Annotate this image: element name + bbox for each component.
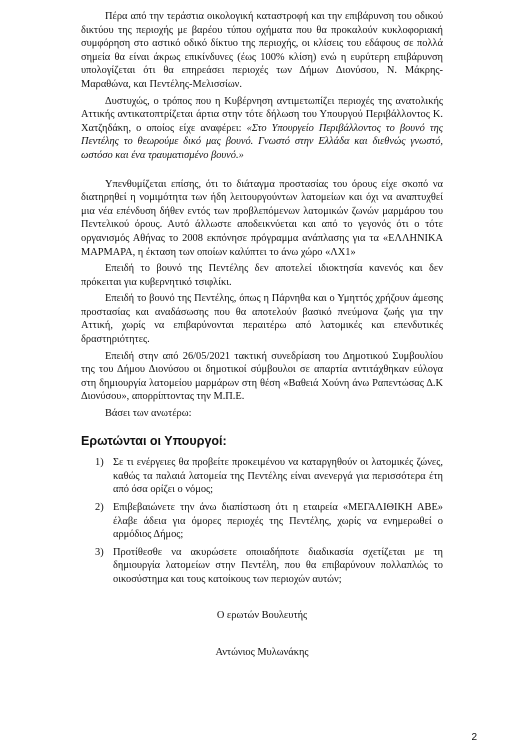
question-item [81, 546, 443, 587]
question-number: 3) [95, 546, 104, 558]
question-item [81, 456, 443, 497]
closing-line: Βάσει των ανωτέρω: [105, 408, 192, 420]
document-body [81, 10, 443, 660]
questions-heading: Ερωτώνται οι Υπουργοί: [81, 433, 227, 448]
paragraph-not-property: Επειδή το βουνό της Πεντέλης δεν αποτελεί ιδιοκτησία κανενός και δεν πρόκειται για κυβερνητικό τσιφλίκι. [81, 263, 443, 288]
paragraph-council-meeting: Επειδή στην από 26/05/2021 τακτική συνεδρίαση του Δημοτικού Συμβουλίου της του Δήμου Διονύσου οι δημοτικοί σύμβουλοι σε απαρτία αντιτάχθηκαν εύλογα στη δημιουργία λατομείου μαρμάρων στη θέση «Βαθειά Χούνη άνω Ραπεντώσας Δ.Κ Διονύσου», απορρίπτοντας την Μ.Π.Ε. [81, 350, 443, 403]
question-text: Σε τι ενέργειες θα προβείτε προκειμένου να καταργηθούν οι λατομικές ζώνες, καθώς τα παλαιά λατομεία της Πεντέλης είναι ανενεργά για περισσότερα έτη από όσα ορίζει ο νόμος; [113, 457, 443, 496]
signature-name: Αντώνιος Μυλωνάκης [215, 647, 309, 659]
paragraph-reforestation: Επειδή το βουνό της Πεντέλης, όπως η Πάρνηθα και ο Υμηττός χρήζουν άμεσης προστασίας και αναδάσωσης που θα αποτελούν βασικό πνεύμονα ζωής για την Αττική, χωρίς να επιβαρύνονται περαιτέρω από λατομικές και επενδυτικές δραστηριότητες. [81, 293, 443, 346]
signature-role: Ο ερωτών Βουλευτής [216, 609, 308, 621]
minister-quote: «Στο Υπουργείο Περιβάλλοντος το βουνό της Πεντέλης το θεωρούμε δικό μας βουνό. Γνωστό στην Ελλάδα και διεθνώς γνωστό, ωστόσο και ένα τραυματισμένο βουνό.» [81, 122, 443, 161]
question-text: Επιβεβαιώνετε την άνω διαπίστωση ότι η εταιρεία «ΜΕΓΑΛΙΘΙΚΗ ΑΒΕ» έλαβε άδεια για όμορες περιοχές της Πεντέλης, χωρίς να ενημερωθεί ο αρμόδιος Δήμος; [113, 502, 443, 541]
paragraph-protection-decree: Υπενθυμίζεται επίσης, ότι το διάταγμα προστασίας του όρους είχε σκοπό να διατηρηθεί η νομιμότητα των ήδη λειτουργούντων λατομείων και όχι να αναπτυχθεί μια νέα επένδυση δήθεν εντός των προβλεπόμενων λατομικών ζωνών μαρμάρου του Πεντελικού όρους. Αυτό άλλωστε αποδεικνύεται και από το γεγονός ότι ο τότε οργανισμός Αθήνας το 2008 εκπόνησε πρόγραμμα ανάπλασης για τα «ΕΛΛΗΝΙΚΑ ΜΑΡΜΑΡΑ, η έκταση των οποίων καλύπτει το άνω χώρο «ΛΧ1» [81, 178, 443, 258]
question-number: 2) [95, 502, 104, 513]
question-text: Προτίθεσθε να ακυρώσετε οποιαδήποτε διαδικασία σχετίζεται με τη δημιουργία λατομείων στην Πεντέλη, που θα επιβαρύνουν πολλαπλώς το οικοσύστημα και τους κατοίκους των περιοχών αυτών; [113, 546, 443, 585]
paragraph-environmental-impact: Πέρα από την τεράστια οικολογική καταστροφή και την επιβάρυνση του οδικού δικτύου της περιοχής με βαρέου τύπου οχήματα που θα προκαλούν κυκλοφοριακή συμφόρηση στο αστικό οδικό δίκτυο της περιοχής, οι κλίσεις του εδάφους σε πολλά σημεία θα είναι άκρως επικίνδυνες (έως 100% κλίση) ενώ η ευρύτερη επιβάρυνση υπολογίζεται ότι θα επηρεάσει περιοχές των Δήμων Διονύσου, Ν. Μάκρης-Μαραθώνα, και Πεντέλης-Μελισσίων. [81, 11, 443, 90]
question-number: 1) [95, 457, 104, 469]
paragraph-government-stance [81, 95, 443, 163]
question-item [81, 501, 443, 542]
questions-list [81, 456, 443, 586]
page-number: 2 [471, 732, 477, 743]
paragraph-text: Δυστυχώς, ο τρόπος που η Κυβέρνηση αντιμετωπίζει περιοχές της ανατολικής Αττικής αντικατοπτρίζεται άρτια στην τότε δήλωση του Υπουργού Περιβάλλοντος Κ. Χατζηδάκη, ο οποίος είχε αναφέρει: [81, 95, 443, 134]
